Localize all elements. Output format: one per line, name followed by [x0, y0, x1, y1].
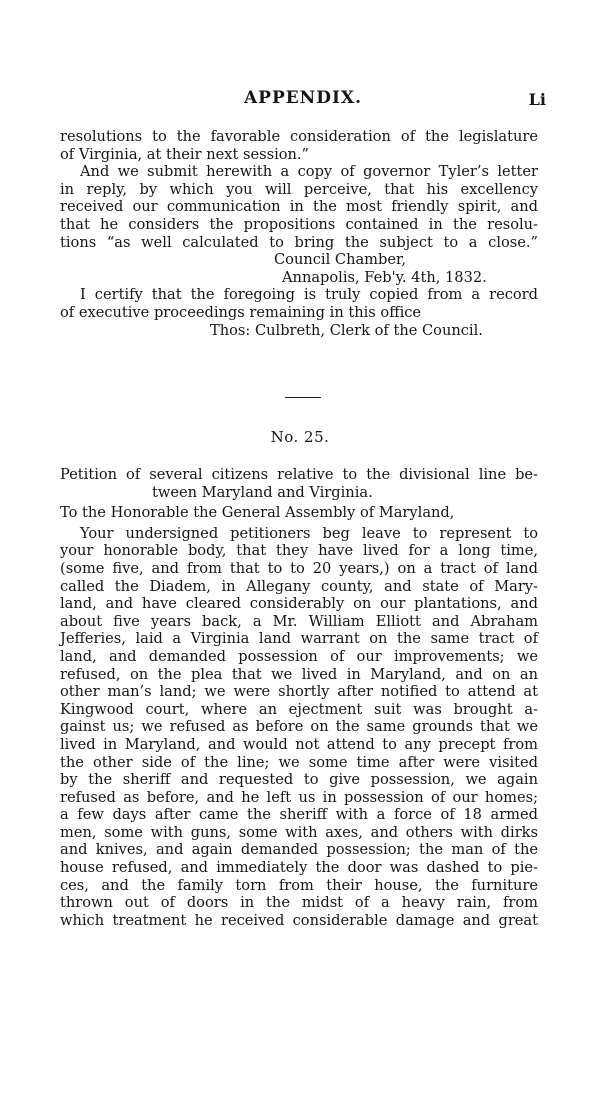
body-line: a few days after came the sheriff with a force of 18 armed — [60, 806, 538, 824]
text-line: of Virginia, at their next session.” — [60, 145, 310, 163]
continued-text — [60, 128, 538, 339]
petition-title-line: Petition of several citizens relative to the divisional line be- — [60, 466, 538, 483]
body-line: (some five, and from that to to 20 years,) on a tract of land — [60, 559, 538, 577]
text-line: that he considers the propositions contained in the resolu- — [60, 215, 538, 233]
body-line: thrown out of doors in the midst of a heavy rain, from — [60, 894, 538, 912]
page-number: Li — [528, 90, 546, 109]
body-line: and knives, and again demanded possession; the man of the — [60, 841, 538, 859]
certification-line: I certify that the foregoing is truly copied from a record — [80, 286, 538, 304]
petition-title-line: tween Maryland and Virginia. — [152, 483, 373, 501]
body-line: the other side of the line; we some time after were visited — [60, 753, 538, 771]
petition-salutation: To the Honorable the General Assembly of Maryland, — [60, 504, 455, 522]
body-line: gainst us; we refused as before on the same grounds that we — [60, 718, 538, 736]
body-line: Jefferies, laid a Virginia land warrant on the same tract of — [60, 630, 538, 648]
body-line: men, some with guns, some with axes, and others with dirks — [60, 823, 538, 841]
document-number: No. 25. — [270, 428, 330, 446]
body-line: ces, and the family torn from their house, the furniture — [60, 876, 538, 894]
body-line: lived in Maryland, and would not attend to any precept from — [60, 735, 538, 753]
body-line: house refused, and immediately the door was dashed to pie- — [60, 859, 538, 877]
body-line: other man’s land; we were shortly after notified to attend at — [60, 683, 538, 701]
text-line: in reply, by which you will perceive, that his excellency — [60, 180, 538, 198]
signature-date: Annapolis, Feb'y. 4th, 1832. — [282, 268, 487, 286]
body-line: Your undersigned petitioners beg leave to represent to — [80, 524, 538, 542]
petition-section — [60, 466, 538, 929]
body-line: about five years back, a Mr. William Elliott and Abraham — [60, 612, 538, 630]
signature-signed: Thos: Culbreth, Clerk of the Council. — [210, 321, 483, 339]
text-line: received our communication in the most friendly spirit, and — [60, 198, 538, 216]
body-line: Kingwood court, where an ejectment suit was brought a- — [60, 700, 538, 718]
body-line: land, and have cleared considerably on our plantations, and — [60, 595, 538, 613]
body-line: refused, on the plea that we lived in Maryland, and on an — [60, 665, 538, 683]
text-line: tions “as well calculated to bring the subject to a close.” — [60, 233, 538, 251]
body-line: refused as before, and he left us in possession of our homes; — [60, 788, 538, 806]
body-line: which treatment he received considerable damage and great — [60, 911, 538, 929]
page-header — [60, 88, 546, 114]
body-line: called the Diadem, in Allegany county, and state of Mary- — [60, 577, 538, 595]
body-line: land, and demanded possession of our improvements; we — [60, 647, 538, 665]
running-title: APPENDIX. — [243, 88, 363, 108]
text-line: And we submit herewith a copy of governor Tyler’s letter — [80, 163, 538, 181]
certification-line: of executive proceedings remaining in this office — [60, 303, 422, 321]
text-line: resolutions to the favorable consideration of the legislature — [60, 128, 538, 145]
petition-body — [60, 525, 538, 930]
body-line: by the sheriff and requested to give possession, we again — [60, 771, 538, 789]
signature-place: Council Chamber, — [274, 251, 406, 269]
body-line: your honorable body, that they have lived for a long time, — [60, 542, 538, 560]
section-divider — [285, 397, 321, 398]
